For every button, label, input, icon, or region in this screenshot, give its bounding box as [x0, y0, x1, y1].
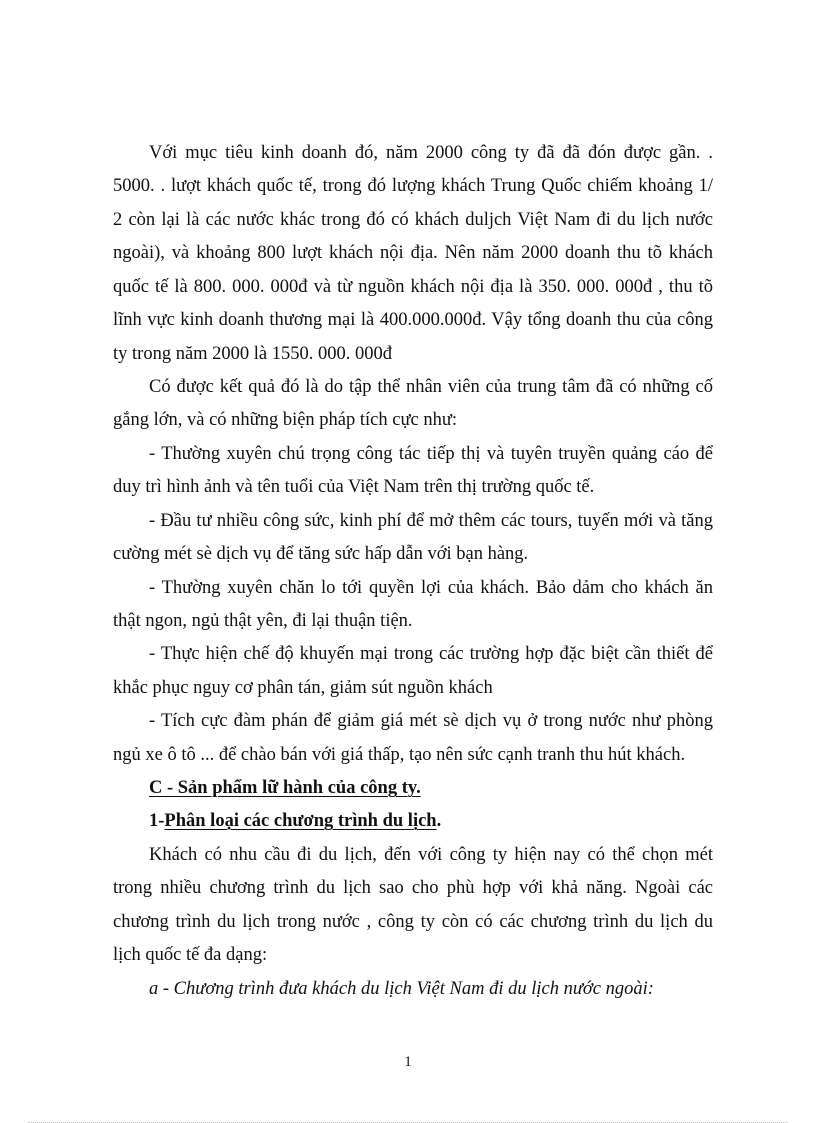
paragraph-line: Khách có nhu cầu đi du lịch, đến với công ty hiện nay có thể chọn mét	[149, 845, 713, 865]
bullet-line: duy trì hình ảnh và tên tuổi của Việt Nam trên thị trường quốc tế.	[113, 477, 595, 497]
paragraph-line: ty trong năm 2000 là 1550. 000. 000đ	[113, 344, 393, 364]
bullet-line: - Thường xuyên chú trọng công tác tiếp thị và tuyên truyền quảng cáo để	[149, 444, 713, 464]
subheading-a: a - Chương trình đưa khách du lịch Việt Nam đi du lịch nước ngoài:	[149, 979, 654, 999]
section-heading-1-text: Phân loại các chương trình du lịch	[164, 811, 437, 831]
bullet-line: - Tích cực đàm phán để giảm giá mét sè dịch vụ ở trong nước như phòng	[149, 711, 713, 731]
bullet-line: khắc phục nguy cơ phân tán, giảm sút nguồn khách	[113, 678, 493, 698]
section-heading-1-prefix: 1-	[149, 811, 165, 831]
bullet-line: ngủ xe ô tô ... để chào bán với giá thấp, tạo nên sức cạnh tranh thu hút khách.	[113, 745, 686, 765]
paragraph-line: Có được kết quả đó là do tập thể nhân viên của trung tâm đã có những cố	[149, 377, 713, 397]
section-heading-1-suffix: .	[436, 811, 442, 831]
paragraph-line: lịch quốc tế đa dạng:	[113, 945, 268, 965]
paragraph-line: 5000. . lượt khách quốc tế, trong đó lượng khách Trung Quốc chiếm khoảng 1/	[113, 176, 713, 196]
bullet-line: cường mét sè dịch vụ để tăng sức hấp dẫn với bạn hàng.	[113, 544, 529, 564]
paragraph-line: ngoài), và khoảng 800 lượt khách nội địa. Nên năm 2000 doanh thu tõ khách	[113, 243, 713, 263]
bullet-line: thật ngon, ngủ thật yên, đi lại thuận tiện.	[113, 611, 413, 631]
bullet-line: - Đầu tư nhiều công sức, kinh phí để mở thêm các tours, tuyến mới và tăng	[149, 511, 713, 531]
bullet-line: - Thực hiện chế độ khuyến mại trong các trường hợp đặc biệt cần thiết để	[149, 644, 713, 664]
paragraph-line: chương trình du lịch trong nước , công ty còn có các chương trình du lịch du	[113, 912, 713, 932]
paragraph-line: lĩnh vực kinh doanh thương mại là 400.000.000đ. Vậy tổng doanh thu của công	[113, 310, 713, 330]
paragraph-line: 2 còn lại là các nước khác trong đó có khách duljch Việt Nam đi du lịch nước	[113, 210, 713, 230]
paragraph-line: Với mục tiêu kinh doanh đó, năm 2000 công ty đã đã đón được gần. .	[149, 143, 713, 163]
page-number: 1	[404, 1054, 412, 1070]
paragraph-line: quốc tế là 800. 000. 000đ và từ nguồn khách nội địa là 350. 000. 000đ , thu tõ	[113, 277, 713, 297]
section-heading-1	[149, 810, 713, 832]
section-heading-c-text: C - Sản phẩm lữ hành của công ty.	[149, 778, 421, 798]
paragraph-line: gắng lớn, và có những biện pháp tích cực như:	[113, 410, 458, 430]
paragraph-line: trong nhiều chương trình du lịch sao cho phù hợp với khả năng. Ngoài các	[113, 878, 713, 898]
section-heading-c	[149, 777, 713, 799]
bullet-line: - Thường xuyên chăn lo tới quyền lợi của khách. Bảo dảm cho khách ăn	[149, 578, 713, 598]
